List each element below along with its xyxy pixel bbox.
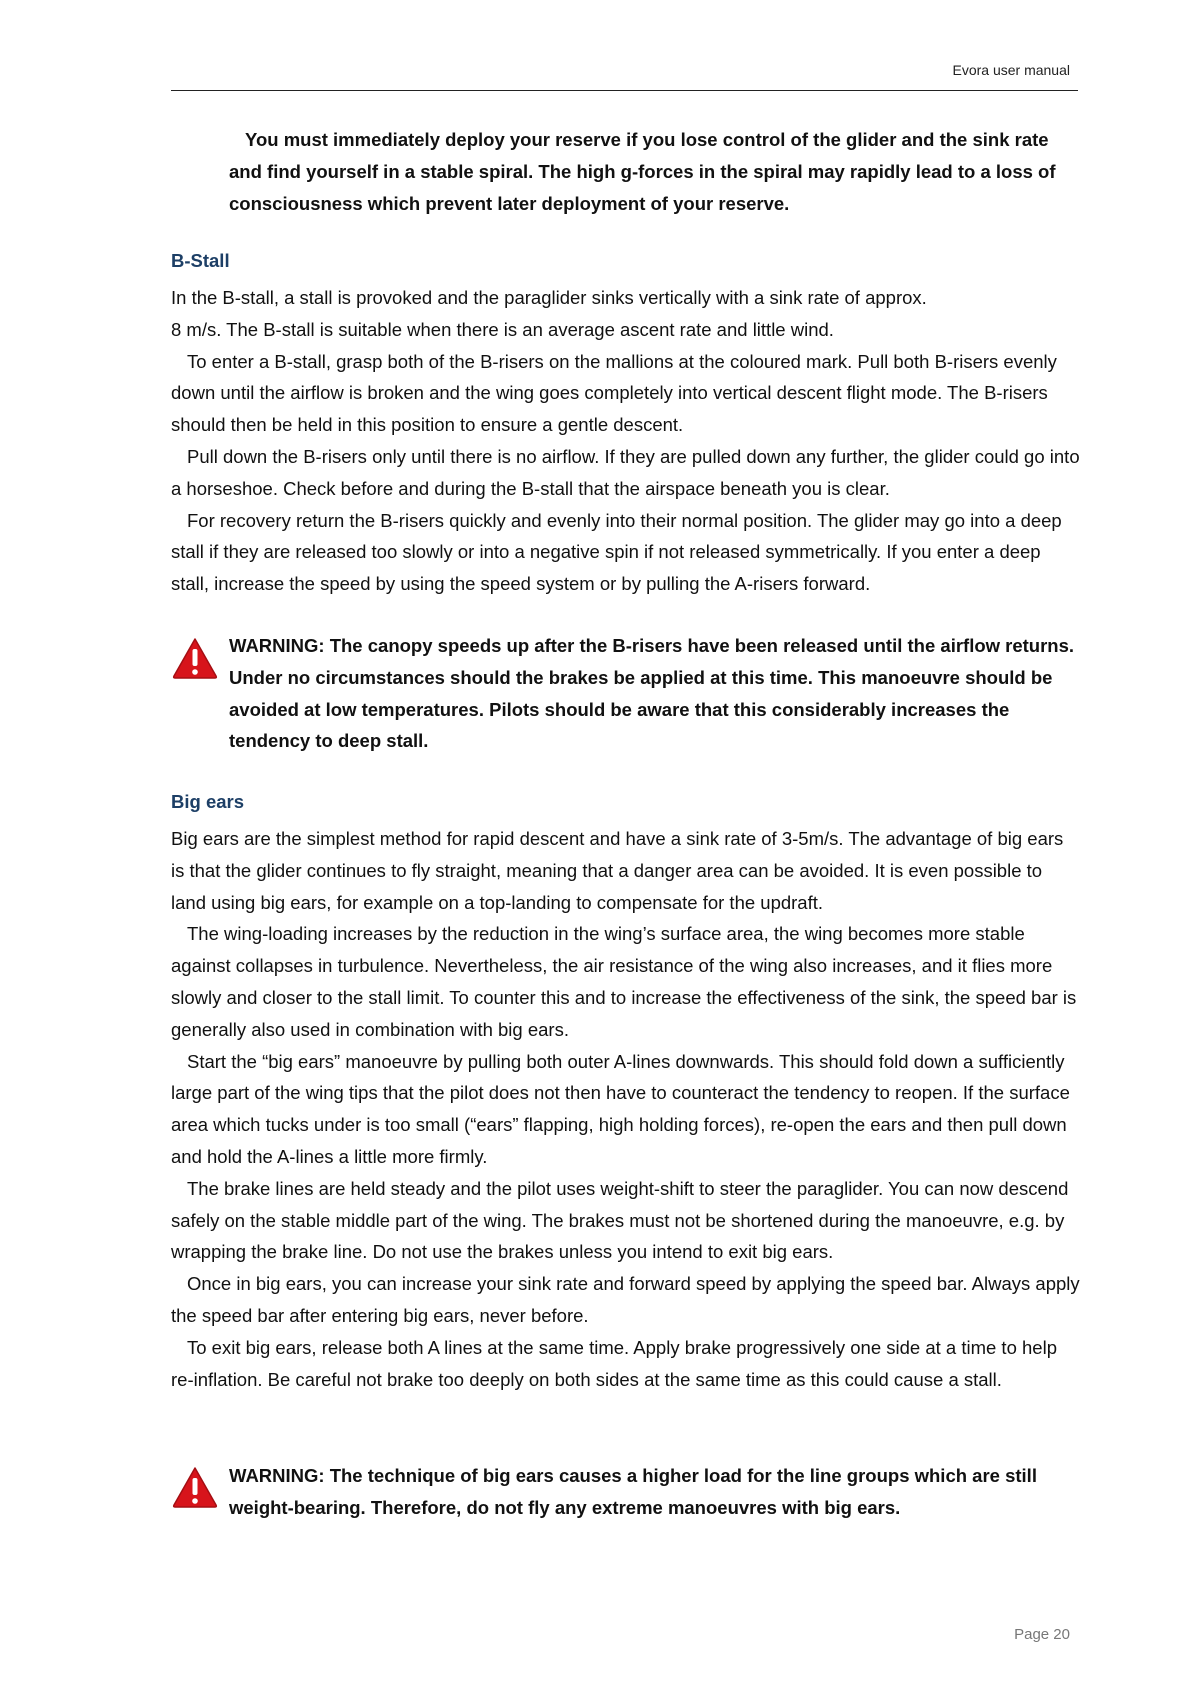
warning-triangle-icon	[171, 636, 219, 680]
bigears-body	[171, 823, 1081, 1395]
header-divider	[171, 90, 1078, 91]
warning-triangle-icon	[171, 1465, 219, 1509]
bigears-paragraph: Once in big ears, you can increase your sink rate and forward speed by applying the speed bar. Always apply the speed bar after entering big ears, never before.	[171, 1273, 1080, 1326]
bigears-paragraph: Big ears are the simplest method for rapid descent and have a sink rate of 3-5m/s. The advantage of big ears is that the glider continues to fly straight, meaning that a danger area can be avoided. It is even possible to land using big ears, for example on a top-landing to compensate for the updraft.	[171, 828, 1064, 913]
bstall-heading: B-Stall	[171, 250, 230, 271]
bigears-warning-text: WARNING: The technique of big ears causes a higher load for the line groups which are still weight-bearing. Therefore, do not fly any extreme manoeuvres with big ears.	[229, 1465, 1037, 1518]
bigears-paragraph: The wing-loading increases by the reduction in the wing’s surface area, the wing becomes more stable against collapses in turbulence. Nevertheless, the air resistance of the wing also increases, and it flies more slowly and closer to the stall limit. To counter this and to increase the effectiveness of the sink, the speed bar is generally also used in combination with big ears.	[171, 923, 1077, 1040]
spiral-reserve-warning	[229, 124, 1079, 219]
bstall-paragraph: For recovery return the B-risers quickly and evenly into their normal position. The glider may go into a deep stall if they are released too slowly or into a negative spin if not released symmetrically. If you enter a deep stall, increase the speed by using the speed system or by pulling the A-risers forward.	[171, 509, 1062, 595]
bigears-heading: Big ears	[171, 791, 245, 812]
spiral-reserve-warning-text: You must immediately deploy your reserve if you lose control of the glider and the sink rate and find yourself in a stable spiral. The high g-forces in the spiral may rapidly lead to a loss of consciousness which prevent later deployment of your reserve.	[229, 129, 1056, 214]
header-title: Evora user manual	[952, 62, 1070, 78]
bigears-paragraph: The brake lines are held steady and the pilot uses weight-shift to steer the paraglider. You can now descend safely on the stable middle part of the wing. The brakes must not be shortened during the manoeuvre, e.g. by wrapping the brake line. Do not use the brakes unless you intend to exit big ears.	[171, 1177, 1069, 1263]
bigears-warning	[229, 1460, 1079, 1524]
bstall-paragraph: To enter a B-stall, grasp both of the B-risers on the mallions at the coloured mark. Pull both B-risers evenly down until the airflow is broken and the wing goes completely into vertical descent flight mode. The B-risers should then be held in this position to ensure a gentle descent.	[171, 350, 1057, 436]
bstall-paragraph: Pull down the B-risers only until there is no airflow. If they are pulled down any further, the glider could go into a horseshoe. Check before and during the B-stall that the airspace beneath you is clear.	[171, 445, 1080, 499]
bstall-warning-text: WARNING: The canopy speeds up after the B-risers have been released until the airflow returns. Under no circumstances should the brakes be applied at this time. This manoeuvre should be avoided at low temperatures. Pilots should be aware that this considerably increases the tendency to deep stall.	[229, 635, 1075, 752]
bigears-paragraph: To exit big ears, release both A lines at the same time. Apply brake progressively one side at a time to help re-inflation. Be careful not brake too deeply on both sides at the same time as this could cause a stall.	[171, 1336, 1057, 1390]
bigears-paragraph: Start the “big ears” manoeuvre by pulling both outer A-lines downwards. This should fold down a sufficiently large part of the wing tips that the pilot does not then have to counteract the tendency to reopen. If the surface area which tucks under is too small (“ears” flapping, high holding forces), re-open the ears and then pull down and hold the A-lines a little more firmly.	[171, 1050, 1070, 1167]
page-number: Page 20	[1014, 1626, 1070, 1643]
bstall-paragraph: In the B-stall, a stall is provoked and the paraglider sinks vertically with a sink rate of approx.	[171, 287, 927, 308]
bstall-paragraph: 8 m/s. The B-stall is suitable when there is an average ascent rate and little wind.	[171, 318, 834, 340]
bstall-warning	[229, 630, 1079, 757]
bstall-body	[171, 282, 1081, 600]
